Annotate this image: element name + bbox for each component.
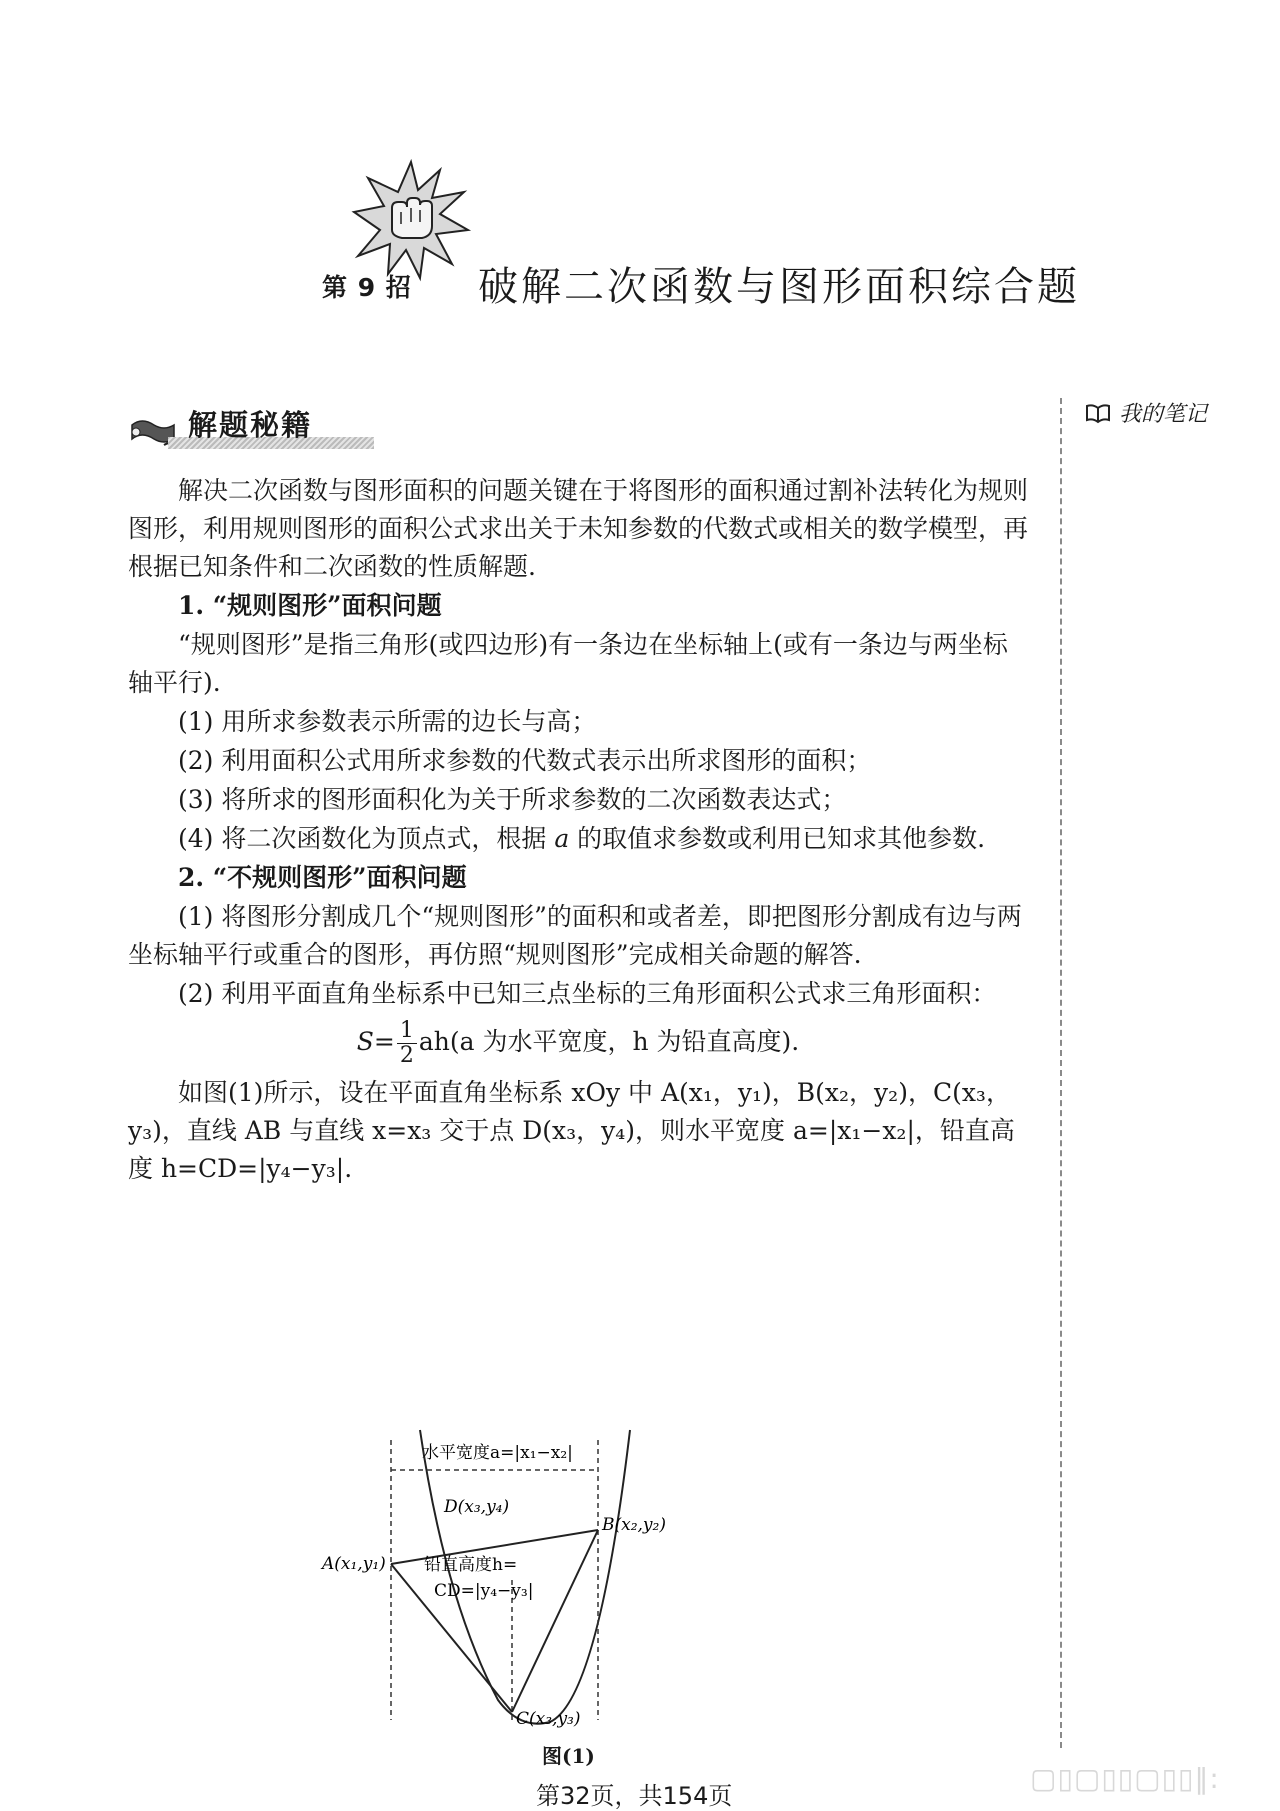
step-2: (2) 利用面积公式用所求参数的代数式表示出所求图形的面积； [178,746,872,775]
label-height-2: CD=|y₄−y₃| [434,1581,534,1601]
step-4 [128,820,1028,858]
area-formula [128,1019,1028,1068]
heading-irregular-shapes: 2. “不规则图形”面积问题 [178,863,467,892]
notes-header [1085,397,1207,428]
formula-denominator: 2 [399,1043,414,1068]
figure-description: 如图(1)所示，设在平面直角坐标系 xOy 中 A(x₁，y₁)，B(x₂，y₂)，C(x₃，y₃)，直线 AB 与直线 x=x₃ 交于点 D(x₃，y₄)，则水平宽度 a=|x₁−x₂|，铅直高度 h=CD=|y₄−y₃|. [128,1078,1015,1183]
label-B: B(x₂,y₂) [602,1515,666,1535]
step-4-variable: a [554,824,570,853]
intro-paragraph: 解决二次函数与图形面积的问题关键在于将图形的面积通过割补法转化为规则图形，利用规则图形的面积公式求出关于未知参数的代数式或相关的数学模型，再根据已知条件和二次函数的性质解题. [128,476,1029,581]
figure-caption: 图(1) [542,1744,595,1768]
page-number: 第32页，共154页 [536,1782,733,1810]
method-2: (2) 利用平面直角坐标系中已知三点坐标的三角形面积公式求三角形面积： [178,979,997,1008]
fist-burst-emblem-icon [352,160,470,280]
chapter-label: 第 9 招 [322,273,412,302]
label-C: C(x₃,y₃) [516,1709,581,1729]
step-4-text-b: 的取值求参数或利用已知求其他参数. [569,824,986,853]
section-header [128,403,376,453]
chapter-title: 破解二次函数与图形面积综合题 [478,264,1080,310]
definition-paragraph: “规则图形”是指三角形(或四边形)有一条边在坐标轴上(或有一条边与两坐标轴平行). [128,630,1008,697]
step-4-text-a: (4) 将二次函数化为顶点式，根据 [178,824,555,853]
step-1: (1) 用所求参数表示所需的边长与高； [178,707,597,736]
label-A: A(x₁,y₁) [322,1554,386,1574]
open-book-icon [1085,403,1111,423]
formula-rhs: ah(a 为水平宽度，h 为铅直高度). [418,1027,800,1056]
main-content [128,472,1028,1189]
label-width: 水平宽度a=|x₁−x₂| [422,1443,573,1463]
heading-regular-shapes: 1. “规则图形”面积问题 [178,591,442,620]
step-3: (3) 将所求的图形面积化为关于所求参数的二次函数表达式； [178,785,847,814]
formula-fraction [397,1019,417,1068]
segment-BC [512,1530,598,1712]
watermark: ▢▯▢▯▯▢▯▯‖: [1030,1762,1220,1795]
label-D: D(x₃,y₄) [444,1497,510,1517]
formula-lhs: S= [356,1027,395,1056]
parabola-figure [322,1430,810,1730]
section-title: 解题秘籍 [188,408,313,442]
notes-divider [1060,398,1062,1748]
notes-label: 我的笔记 [1119,402,1208,427]
label-height-1: 铅直高度h= [424,1555,518,1575]
formula-numerator: 1 [397,1019,417,1044]
method-1: (1) 将图形分割成几个“规则图形”的面积和或者差，即把图形分割成有边与两坐标轴平行或重合的图形，再仿照“规则图形”完成相关命题的解答. [128,902,1022,969]
